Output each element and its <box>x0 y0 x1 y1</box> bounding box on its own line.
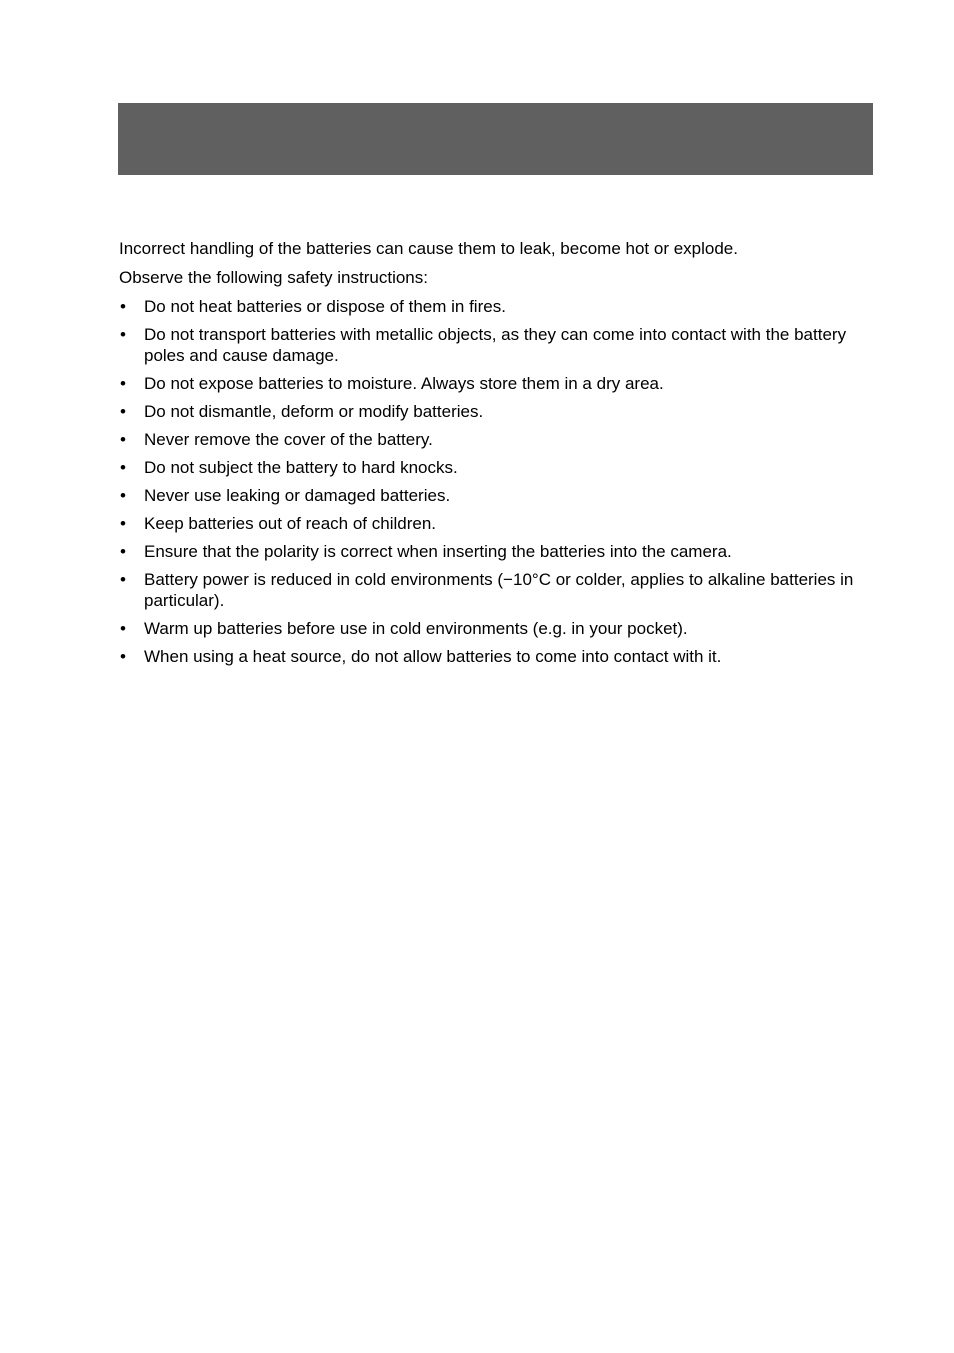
list-item-text: Warm up batteries before use in cold environments (e.g. in your pocket). <box>144 619 688 638</box>
list-item <box>119 618 859 639</box>
list-item-text: Do not expose batteries to moisture. Always store them in a dry area. <box>144 374 664 393</box>
bullet-icon: • <box>120 458 126 477</box>
list-item <box>119 324 859 366</box>
list-item <box>119 646 859 667</box>
list-item <box>119 457 859 478</box>
instructions-lead: Observe the following safety instructions: <box>119 268 428 287</box>
instruction-list <box>119 296 859 667</box>
list-item-text: Never use leaking or damaged batteries. <box>144 486 451 505</box>
bullet-icon: • <box>120 374 126 393</box>
list-item <box>119 485 859 506</box>
list-item <box>119 569 859 611</box>
list-item <box>119 401 859 422</box>
list-item <box>119 296 859 317</box>
list-item <box>119 513 859 534</box>
section-header-bar <box>118 103 873 175</box>
bullet-icon: • <box>120 402 126 421</box>
safety-instructions <box>119 238 859 674</box>
bullet-icon: • <box>120 325 126 344</box>
list-item-text: Do not dismantle, deform or modify batteries. <box>144 402 484 421</box>
list-item-text: Never remove the cover of the battery. <box>144 430 433 449</box>
list-item-text: Do not heat batteries or dispose of them in fires. <box>144 297 506 316</box>
list-item <box>119 541 859 562</box>
list-item-text: Ensure that the polarity is correct when inserting the batteries into the camera. <box>144 542 732 561</box>
list-item <box>119 373 859 394</box>
list-item-text: Do not subject the battery to hard knocks. <box>144 458 458 477</box>
list-item <box>119 429 859 450</box>
list-item-text: Do not transport batteries with metallic objects, as they can come into contact with the battery poles and cause damage. <box>144 325 847 365</box>
bullet-icon: • <box>120 542 126 561</box>
list-item-text: When using a heat source, do not allow batteries to come into contact with it. <box>144 647 722 666</box>
bullet-icon: • <box>120 619 126 638</box>
bullet-icon: • <box>120 647 126 666</box>
list-item-text: Battery power is reduced in cold environments (−10°C or colder, applies to alkaline batteries in particular). <box>144 570 854 610</box>
bullet-icon: • <box>120 430 126 449</box>
intro-text: Incorrect handling of the batteries can cause them to leak, become hot or explode. <box>119 239 738 258</box>
bullet-icon: • <box>120 486 126 505</box>
bullet-icon: • <box>120 514 126 533</box>
bullet-icon: • <box>120 570 126 589</box>
list-item-text: Keep batteries out of reach of children. <box>144 514 437 533</box>
bullet-icon: • <box>120 297 126 316</box>
